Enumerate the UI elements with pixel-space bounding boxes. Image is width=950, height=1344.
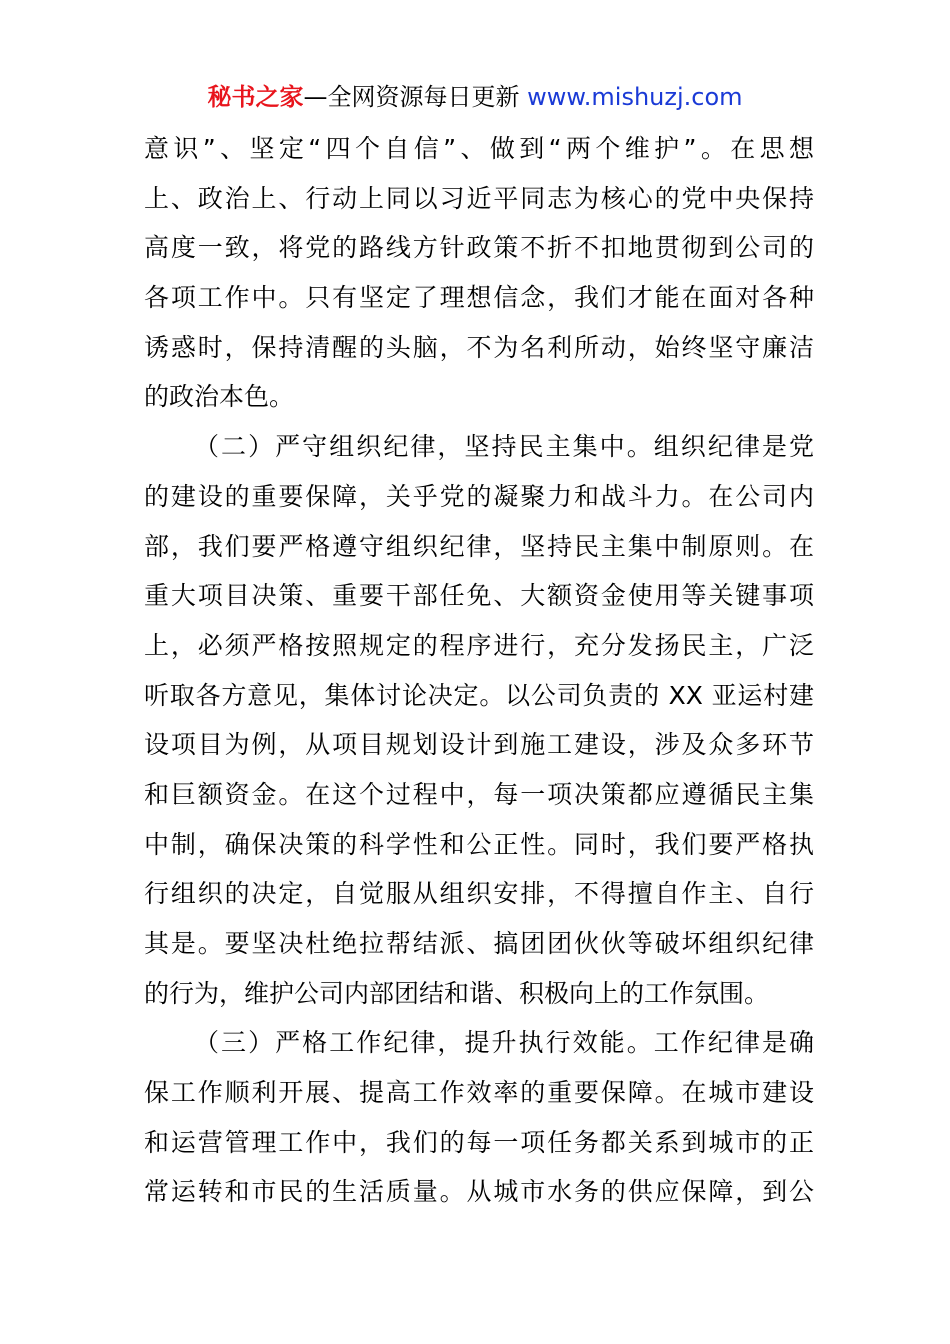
paragraph-start-line: （二）严守组织纪律，坚持民主集中。组织纪律是党 — [194, 432, 814, 462]
text-line: 的行为，维护公司内部团结和谐、积极向上的工作氛围。 — [144, 978, 770, 1008]
page-header — [0, 80, 950, 114]
text-line: 其是。要坚决杜绝拉帮结派、搞团团伙伙等破坏组织纪律 — [144, 929, 814, 958]
paragraph-start-line: （三）严格工作纪律，提升执行效能。工作纪律是确 — [194, 1028, 814, 1058]
header-tagline: —全网资源每日更新 — [303, 83, 528, 111]
text-line: 重大项目决策、重要干部任免、大额资金使用等关键事项 — [144, 581, 814, 611]
text-line: 听取各方意见，集体讨论决定。以公司负责的 XX 亚运村建 — [144, 680, 814, 710]
text-line: 各项工作中。只有坚定了理想信念，我们才能在面对各种 — [144, 283, 814, 313]
document-body — [144, 124, 814, 1217]
text-line: 的政治本色。 — [144, 382, 295, 412]
text-line: 中制，确保决策的科学性和公正性。同时，我们要严格执 — [144, 829, 814, 859]
text-line: 意识”、坚定“四个自信”、做到“两个维护”。在思想 — [144, 134, 814, 163]
text-line: 设项目为例，从项目规划设计到施工建设，涉及众多环节 — [144, 730, 814, 760]
text-line: 和运营管理工作中，我们的每一项任务都关系到城市的正 — [144, 1127, 814, 1157]
site-url[interactable]: www.mishuzj.com — [527, 83, 743, 111]
text-line: 保工作顺利开展、提高工作效率的重要保障。在城市建设 — [144, 1078, 814, 1108]
text-line: 行组织的决定，自觉服从组织安排，不得擅自作主、自行 — [144, 879, 814, 909]
text-line: 的建设的重要保障，关乎党的凝聚力和战斗力。在公司内 — [144, 481, 814, 511]
text-line: 上、政治上、行动上同以习近平同志为核心的党中央保持 — [144, 183, 814, 213]
text-line: 上，必须严格按照规定的程序进行，充分发扬民主，广泛 — [144, 630, 814, 660]
text-line: 诱惑时，保持清醒的头脑，不为名利所动，始终坚守廉洁 — [144, 332, 814, 362]
brand-name: 秘书之家 — [207, 83, 304, 111]
text-line: 常运转和市民的生活质量。从城市水务的供应保障，到公 — [144, 1177, 814, 1207]
text-line: 部，我们要严格遵守组织纪律，坚持民主集中制原则。在 — [144, 531, 814, 561]
text-line: 高度一致，将党的路线方针政策不折不扣地贯彻到公司的 — [144, 233, 814, 263]
text-line: 和巨额资金。在这个过程中，每一项决策都应遵循民主集 — [144, 779, 814, 809]
